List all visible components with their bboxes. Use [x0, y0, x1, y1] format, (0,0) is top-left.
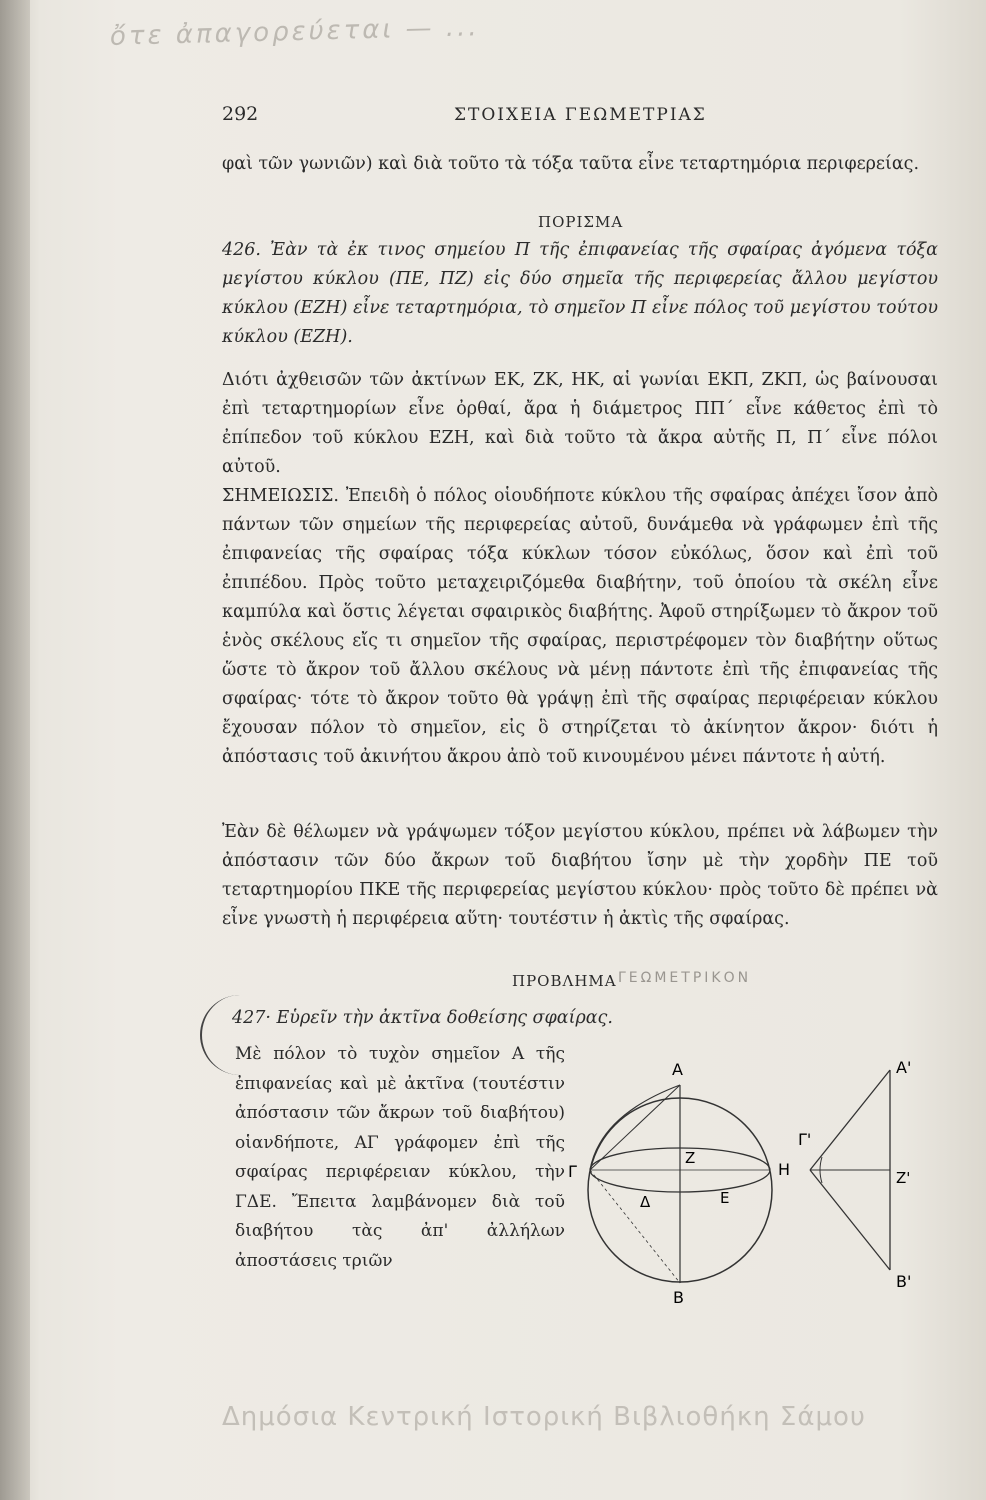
problem-heading: ΠΡΟΒΛΗΜΑ: [512, 972, 617, 990]
label-Z-prime: Z': [896, 1169, 911, 1187]
label-D: Δ: [640, 1193, 651, 1211]
label-G: Γ: [568, 1162, 577, 1181]
handwritten-scribble: ὄτε ἀπαγορεύεται — ...: [109, 12, 480, 52]
library-stamp: ΓΕΩΜΕΤΡΙΚΟΝ: [618, 970, 752, 986]
label-B-prime: B': [896, 1272, 912, 1291]
label-G-prime: Γ': [798, 1130, 812, 1149]
library-watermark: Δημόσια Κεντρική Ιστορική Βιβλιοθήκη Σάμου: [222, 1402, 866, 1432]
paragraph-continuation: φαὶ τῶν γωνιῶν) καὶ διὰ τοῦτο τὰ τόξα ταῦτα εἶνε τεταρτημόρια περιφερείας.: [222, 154, 920, 174]
porisma-heading: ΠΟΡΙΣΜΑ: [538, 213, 624, 231]
note-paragraph-2: Ἐὰν δὲ θέλωμεν νὰ γράψωμεν τόξον μεγίστου κύκλου, πρέπει νὰ λάβωμεν τὴν ἀπόστασιν τῶν δύο ἄκρων τοῦ διαβήτου ἴσην μὲ τὴν χορδὴν ΠΕ τοῦ τεταρτημορίου ΠΚΕ τῆς περιφερείας μεγίστου κύκλου· πρὸς τοῦτο δὲ πρέπει νὰ εἶνε γνωστὴ ἡ περιφέρεια αὕτη· τουτέστιν ἡ ἀκτὶς τῆς σφαίρας.: [222, 822, 938, 929]
label-E: E: [720, 1189, 730, 1207]
label-H: H: [778, 1160, 791, 1179]
proof-paragraph: Διότι ἀχθεισῶν τῶν ἀκτίνων ΕΚ, ΖΚ, ΗΚ, αἱ γωνίαι ΕΚΠ, ΖΚΠ, ὡς βαίνουσαι ἐπὶ τεταρτημορίων εἶνε ὀρθαί, ἄρα ἡ διάμετρος ΠΠ΄ εἶνε κάθετος ἐπὶ τὸ ἐπίπεδον τοῦ κύκλου ΕΖΗ, καὶ διὰ τοῦτο τὰ ἄκρα αὐτῆς Π, Π΄ εἶνε πόλοι αὐτοῦ.: [222, 370, 938, 477]
note-paragraph: ΣΗΜΕΙΩΣΙΣ. Ἐπειδὴ ὁ πόλος οἱουδήποτε κύκλου τῆς σφαίρας ἀπέχει ἴσον ἀπὸ πάντων τῶν σημείων τῆς περιφερείας αὐτοῦ, δυνάμεθα νὰ γράφωμεν ἐπὶ τῆς ἐπιφανείας τῆς σφαίρας τόξα κύκλων τόσον εὐκόλως, ὅσον καὶ ἐπὶ τοῦ ἐπιπέδου. Πρὸς τοῦτο μεταχειριζόμεθα διαβήτην, τοῦ ὁποίου τὰ σκέλη εἶνε καμπύλα καὶ ὅστις λέγεται σφαιρικὸς διαβήτης. Ἀφοῦ στηρίξωμεν τὸ ἄκρον τοῦ ἑνὸς σκέλους εἴς τι σημεῖον τῆς σφαίρας, περιστρέφομεν τὸν διαβήτην οὕτως ὥστε τὸ ἄκρον τοῦ ἄλλου σκέλους νὰ μένῃ πάντοτε ἐπὶ τῆς ἐπιφανείας τῆς σφαίρας· τότε τὸ ἄκρον τοῦτο θὰ γράψῃ ἐπὶ τῆς σφαίρας περιφέρειαν κύκλου ἔχουσαν πόλον τὸ σημεῖον, εἰς ὃ στηρίζεται τὸ ἀκίνητον ἄκρον· διότι ἡ ἀπόστασις τοῦ ἀκινήτου ἄκρου ἀπὸ τοῦ κινουμένου μένει πάντοτε ἡ αὐτή.: [222, 486, 938, 767]
line-GB: [590, 1170, 680, 1283]
chord-AG: [590, 1085, 680, 1170]
running-title: ΣΤΟΙΧΕΙΑ ΓΕΩΜΕΤΡΙΑΣ: [454, 105, 707, 125]
label-A-prime: A': [896, 1058, 912, 1077]
solution-paragraph: Μὲ πόλον τὸ τυχὸν σημεῖον Α τῆς ἐπιφανείας καὶ μὲ ἀκτῖνα (τουτέστιν ἀπόστασιν τῶν ἄκρων τοῦ διαβήτου) οἱανδήποτε, ΑΓ γράφομεν ἐπὶ τῆς σφαίρας περιφέρειαν κύκλου, τὴν ΓΔΕ. Ἔπειτα λαμβάνομεν διὰ τοῦ διαβήτου τὰς ἀπ' ἀλλήλων ἀποστάσεις τριῶν: [235, 1044, 565, 1271]
page-header: [222, 103, 942, 133]
label-B: B: [673, 1288, 684, 1305]
porisma-statement: 426. Ἐὰν τὰ ἐκ τινος σημείου Π τῆς ἐπιφανείας τῆς σφαίρας ἀγόμενα τόξα μεγίστου κύκλου (ΠΕ, ΠΖ) εἰς δύο σημεῖα τῆς περιφερείας ἄλλου μεγίστου κύκλου (ΕΖΗ) εἶνε τεταρτημόρια, τὸ σημεῖον Π εἶνε πόλος τοῦ μεγίστου τούτου κύκλου (ΕΖΗ).: [222, 240, 938, 347]
book-binding-edge: [0, 0, 30, 1500]
problem-statement: 427· Εὑρεῖν τὴν ἀκτῖνα δοθείσης σφαίρας.: [232, 1008, 613, 1028]
triangle-side-GB: [810, 1170, 890, 1270]
triangle-side-AG: [810, 1070, 890, 1170]
page-number: 292: [222, 103, 259, 125]
label-A: A: [672, 1060, 683, 1079]
label-Z: Z: [685, 1149, 696, 1167]
geometry-figure: [560, 1055, 940, 1305]
